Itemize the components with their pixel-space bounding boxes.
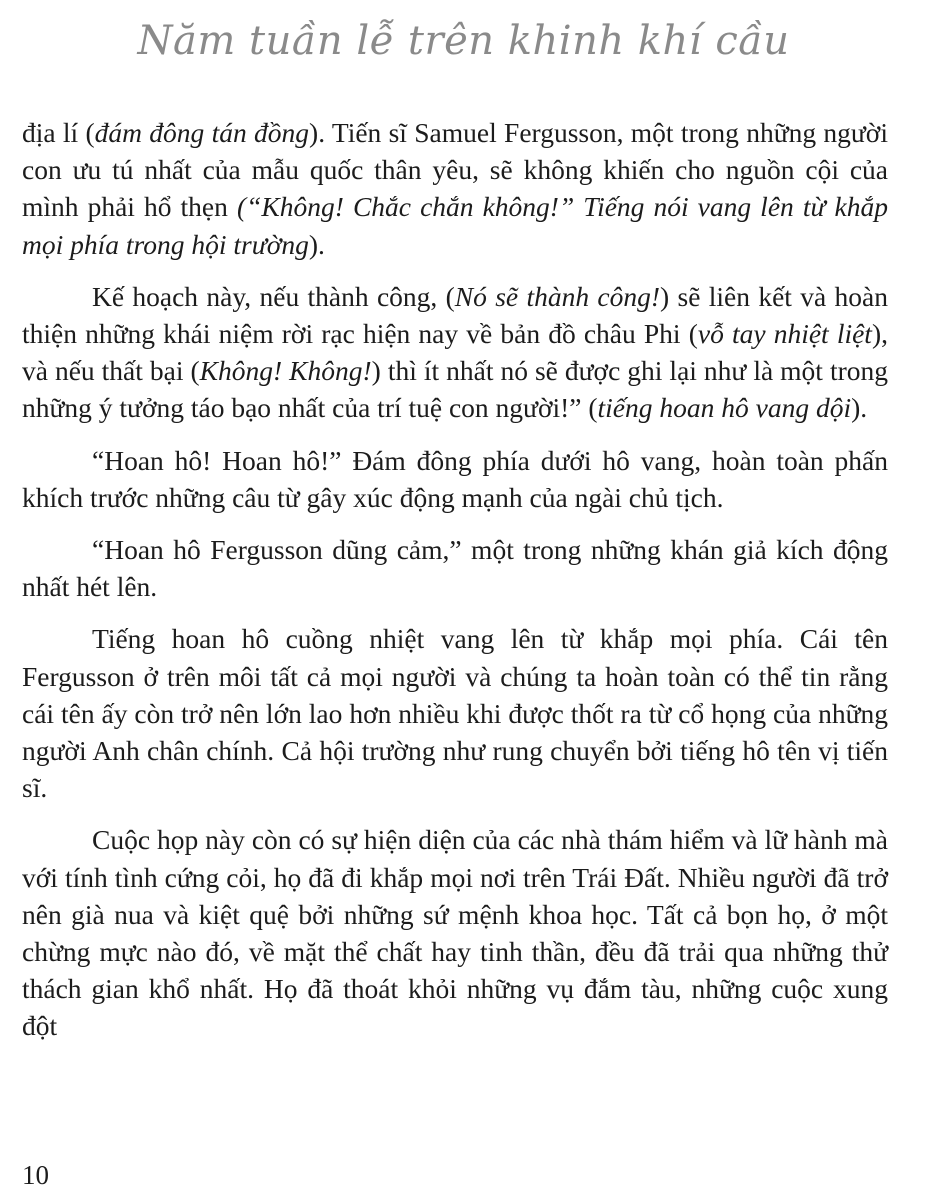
text-segment-italic: (“Không! Chắc chắn không!” Tiếng nói vang lên từ khắp mọi phía trong hội trường (22, 191, 888, 260)
text-segment: “Hoan hô Fergusson dũng cảm,” một trong những khán giả kích động nhất hét lên. (22, 534, 888, 603)
text-segment: ) sẽ liên kết và hoàn thiện những khái niệm rời rạc hiện nay về bản đồ châu Phi ( (22, 280, 889, 350)
text-segment-italic: tiếng hoan hô vang dội (597, 392, 852, 424)
paragraph (22, 442, 888, 516)
paragraph (22, 114, 888, 263)
text-segment: Tiếng hoan hô cuồng nhiệt vang lên từ khắp mọi phía. Cái tên Fergusson ở trên môi tất cả mọi người và chúng ta hoàn toàn có thể tin rằng cái tên ấy còn trở nên lớn lao hơn nhiều khi được thốt ra từ cổ họng của những người Anh chân chính. Cả hội trường như rung chuyển bởi tiếng hô tên vị tiến sĩ. (22, 623, 888, 804)
body-text (22, 114, 888, 1060)
text-segment: ), và nếu thất bại ( (22, 318, 888, 387)
text-segment: ). Tiến sĩ Samuel Fergusson, một trong những người con ưu tú nhất của mẫu quốc thân yêu, sẽ không khiến cho nguồn cội của mình phải hổ thẹn (22, 117, 888, 223)
text-segment-italic: vỗ tay nhiệt liệt (697, 318, 872, 350)
paragraph (22, 531, 888, 605)
text-segment-italic: đám đông tán đồng (94, 117, 310, 148)
text-segment: địa lí ( (22, 117, 95, 148)
text-segment: ) thì ít nhất nó sẽ được ghi lại như là một trong những ý tưởng táo bạo nhất của trí tuệ con người!” ( (22, 355, 888, 424)
text-segment-italic: Nó sẽ thành công! (454, 280, 661, 312)
text-segment: Cuộc họp này còn có sự hiện diện của các nhà thám hiểm và lữ hành mà với tính tình cứng cỏi, họ đã đi khắp mọi nơi trên Trái Đất. Nhiều người đã trở nên già nua và kiệt quệ bởi những sứ mệnh khoa học. Tất cả bọn họ, ở một chừng mực nào đó, về mặt thể chất hay tinh thần, đều đã trải qua những thử thách gian khổ nhất. Họ đã thoát khỏi những vụ đắm tàu, những cuộc xung đột (22, 824, 888, 1042)
text-segment: “Hoan hô! Hoan hô!” Đám đông phía dưới hô vang, hoàn toàn phấn khích trước những câu từ gây xúc động mạnh của ngài chủ tịch. (22, 444, 888, 513)
text-segment: ). (308, 228, 325, 260)
page-number: 10 (22, 1160, 49, 1190)
text-segment-italic: Không! Không! (199, 355, 372, 387)
running-header-title: Năm tuần lễ trên khinh khí cầu (137, 18, 790, 64)
paragraph (22, 620, 888, 806)
paragraph (22, 821, 888, 1044)
text-segment: ). (851, 392, 868, 424)
paragraph (22, 278, 888, 427)
text-segment: Kế hoạch này, nếu thành công, ( (92, 280, 455, 312)
